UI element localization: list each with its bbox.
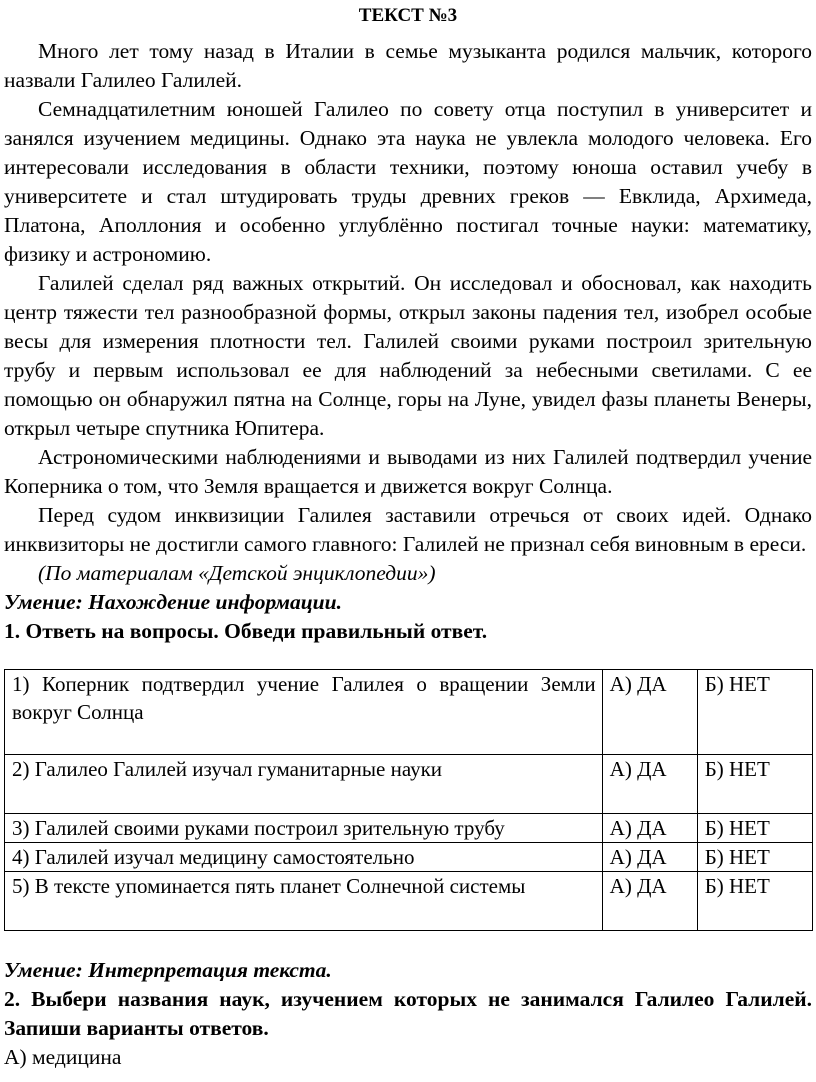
skill-heading-2: Умение: Интерпретация текста. — [4, 958, 332, 982]
document-title: ТЕКСТ №3 — [358, 5, 458, 26]
paragraph-3: Галилей сделал ряд важных открытий. Он исследовал и обосновал, как находить центр тяжести тел разнообразной формы, открыл законы падения тел, изобрел особые весы для измерения плотности тел. Галилей своими руками построил зрительную трубу и первым использовал ее для наблюдений за небесными светилами. С ее помощью он обнаружил пятна на Солнце, горы на Луне, увидел фазы планеты Венеры, открыл четыре спутника Юпитера. — [4, 271, 812, 440]
paragraph-2: Семнадцатилетним юношей Галилео по совету отца поступил в университет и занялся изучением медицины. Однако эта наука не увлекла молодого человека. Его интересовали исследования в области техники, поэтому юноша оставил учебу в университете и стал штудировать труды древних греков — Евклида, Архимеда, Платона, Аполлония и особенно углублённо постигал точные науки: математику, физику и астрономию. — [4, 97, 812, 266]
paragraph-1: Много лет тому назад в Италии в семье музыканта родился мальчик, которого назвали Галилео Галилей. — [4, 39, 812, 92]
answer-yes-option[interactable]: А) ДА — [602, 814, 697, 843]
answer-yes-option[interactable]: А) ДА — [602, 670, 697, 755]
table-row — [5, 755, 813, 814]
question-cell: 5) В тексте упоминается пять планет Солнечной системы — [5, 872, 603, 931]
answer-no-option[interactable]: Б) НЕТ — [697, 843, 812, 872]
spacer — [4, 931, 812, 956]
answer-no-option[interactable]: Б) НЕТ — [697, 670, 812, 755]
answer-no-option[interactable]: Б) НЕТ — [697, 814, 812, 843]
answer-yes-option[interactable]: А) ДА — [602, 755, 697, 814]
answer-no-option[interactable]: Б) НЕТ — [697, 872, 812, 931]
question-cell: 2) Галилео Галилей изучал гуманитарные науки — [5, 755, 603, 814]
source-citation: (По материалам «Детской энциклопедии») — [38, 561, 436, 585]
table-row — [5, 843, 813, 872]
answer-option: А) медицина — [4, 1045, 122, 1069]
paragraph-5: Перед судом инквизиции Галилея заставили отречься от своих идей. Однако инквизиторы не достигли самого главного: Галилей не признал себя виновным в ереси. — [4, 503, 812, 556]
question-cell: 1) Коперник подтвердил учение Галилея о вращении Земли вокруг Солнца — [5, 670, 603, 755]
table-row — [5, 814, 813, 843]
task-1-instruction: 1. Ответь на вопросы. Обведи правильный ответ. — [4, 619, 488, 643]
question-cell: 3) Галилей своими руками построил зрительную трубу — [5, 814, 603, 843]
answer-no-option[interactable]: Б) НЕТ — [697, 755, 812, 814]
skill-heading-1: Умение: Нахождение информации. — [4, 590, 342, 614]
table-row — [5, 872, 813, 931]
quiz-table — [4, 669, 813, 931]
question-cell: 4) Галилей изучал медицину самостоятельно — [5, 843, 603, 872]
answer-yes-option[interactable]: А) ДА — [602, 872, 697, 931]
paragraph-4: Астрономическими наблюдениями и выводами из них Галилей подтвердил учение Коперника о том, что Земля вращается и движется вокруг Солнца. — [4, 445, 812, 498]
answer-yes-option[interactable]: А) ДА — [602, 843, 697, 872]
table-row — [5, 670, 813, 755]
task-2-instruction: 2. Выбери названия наук, изучением которых не занимался Галилео Галилей. Запиши варианты ответов. — [4, 987, 812, 1040]
